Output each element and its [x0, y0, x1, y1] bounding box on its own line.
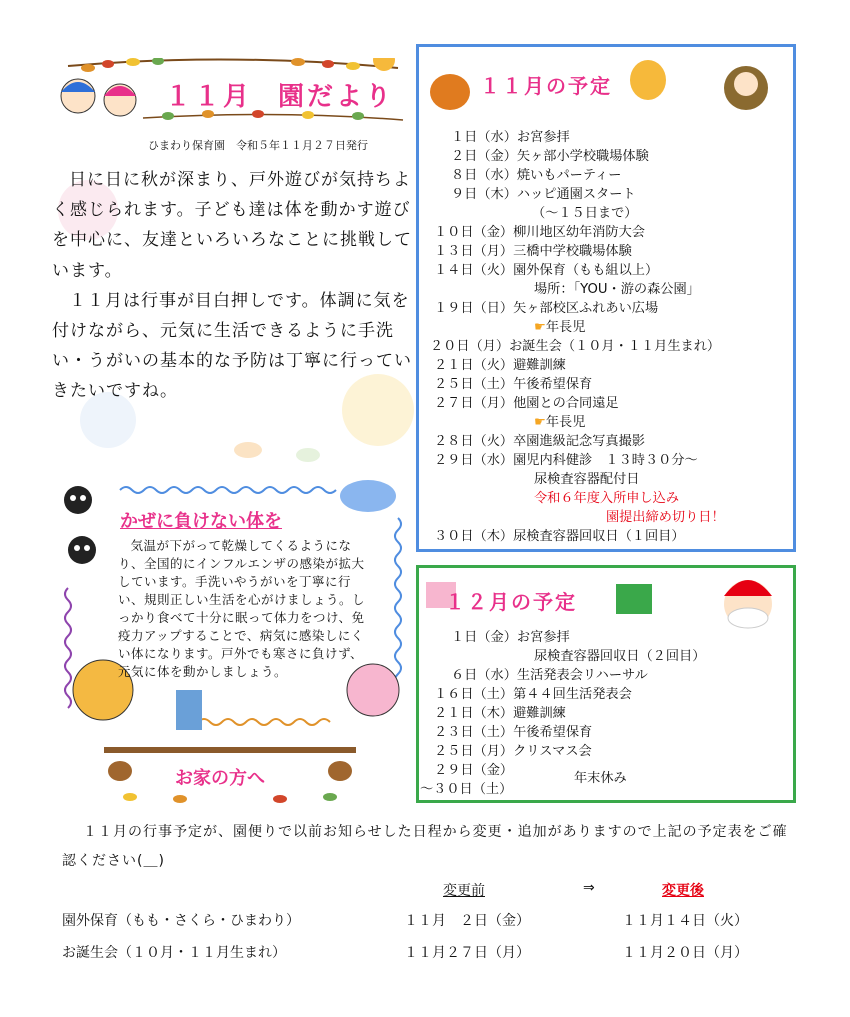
schedule-row: ～３０日（土）: [420, 782, 513, 797]
change-notice-text: １１月の行事予定が、園便りで以前お知らせした日程から変更・追加がありますので上記の予定表をご確認ください(＿): [62, 824, 788, 869]
schedule-row: ９日（木）ハッピ通園スタート: [451, 187, 636, 202]
schedule-row-highlight: 園提出締め切り日！: [606, 510, 725, 525]
newsletter-title: [165, 76, 394, 113]
schedule-row-highlight: 令和６年度入所申し込み: [534, 491, 680, 506]
issuer-line: ひまわり保育園 令和５年１１月２７日発行: [148, 139, 368, 152]
schedule-row: １９日（日）矢ヶ部校区ふれあい広場: [434, 301, 659, 316]
december-heading: １２月の予定: [445, 590, 577, 614]
schedule-row: １０日（金）柳川地区幼年消防大会: [434, 225, 645, 240]
schedule-row: ２７日（月）他園との合同遠足: [434, 396, 619, 411]
arrow-icon: ⇒: [583, 880, 595, 896]
schedule-row: 場所：「YOU・游の森公園」: [534, 282, 700, 297]
change-before: １１月２７日（月）: [404, 945, 530, 961]
schedule-row: 尿検査容器配付日: [534, 472, 640, 487]
schedule-row: ２９日（水）園児内科健診 １３時３０分～: [434, 453, 698, 468]
schedule-row: ２０日（月）お誕生会（１０月・１１月生まれ）: [430, 339, 721, 354]
change-after: １１月１４日（火）: [622, 913, 748, 929]
schedule-row: ２８日（火）卒園進級記念写真撮影: [434, 434, 645, 449]
schedule-row: （～１５日まで）: [532, 206, 638, 221]
before-label: 変更前: [443, 883, 485, 899]
schedule-row: ８日（水）焼いもパーティー: [451, 168, 622, 183]
schedule-row: [534, 413, 585, 432]
family-title: お家の方へ: [175, 768, 265, 789]
intro-paragraph-1: 日に日に秋が深まり、戸外遊びが気持ちよく感じられます。子ども達は体を動かす遊びを中心に、友達といろいろなことに挑戦しています。: [52, 170, 412, 281]
cold-box-title: かぜに負けない体を: [120, 511, 282, 532]
november-heading: １１月の予定: [480, 74, 612, 98]
change-before: １１月 ２日（金）: [404, 913, 530, 929]
schedule-row: １４日（火）園外保育（もも組以上）: [434, 263, 659, 278]
schedule-row: ２５日（土）午後希望保育: [434, 377, 593, 392]
change-event: 園外保育（もも・さくら・ひまわり）: [62, 913, 300, 929]
title-month: １１月: [165, 82, 253, 112]
intro-paragraph-2: １１月は行事が目白押しです。体調に気を付けながら、元気に生活できるように手洗い・うがいの基本的な予防は丁寧に行っていきたいですね。: [52, 290, 412, 402]
after-label: 変更後: [662, 883, 704, 899]
cold-box-text: [118, 537, 374, 681]
schedule-row: [534, 318, 585, 337]
cold-box-paragraph: 気温が下がって乾燥してくるようになり、全国的にインフルエンザの感染が拡大しています。手洗いやうがいを丁寧に行い、規則正しい生活を心がけましょう。しっかり食べて十分に眠って体力をつけ、免疫力アップすることで、病気に感染しにくい体になります。戸外でも寒さに負けず、元気に体を動かしましょう。: [118, 538, 366, 679]
pointing-hand-icon: ☛: [534, 415, 546, 430]
schedule-note: 年長児: [545, 320, 586, 335]
schedule-row: 年末休み: [574, 771, 627, 786]
change-notice: [62, 818, 802, 876]
change-event: お誕生会（１０月・１１月生まれ）: [62, 945, 286, 961]
intro-text: [52, 165, 414, 407]
schedule-row: ２９日（金）: [434, 763, 514, 778]
schedule-row: １６日（土）第４４回生活発表会: [434, 687, 632, 702]
schedule-row: ２１日（木）避難訓練: [434, 706, 566, 721]
schedule-row: １日（水）お宮参拝: [451, 130, 570, 145]
schedule-row: ２１日（火）避難訓練: [434, 358, 566, 373]
schedule-row: １日（金）お宮参拝: [451, 630, 570, 645]
schedule-row: ２３日（土）午後希望保育: [434, 725, 593, 740]
schedule-row: ２５日（月）クリスマス会: [434, 744, 592, 759]
schedule-note: 年長児: [545, 415, 586, 430]
pointing-hand-icon: ☛: [534, 320, 546, 335]
title-name: 園だより: [278, 82, 395, 112]
schedule-row: ２日（金）矢ヶ部小学校職場体験: [451, 149, 649, 164]
change-after: １１月２０日（月）: [622, 945, 748, 961]
schedule-row: ６日（水）生活発表会リハーサル: [451, 668, 648, 683]
schedule-row: 尿検査容器回収日（２回目）: [534, 649, 706, 664]
schedule-row: １３日（月）三橋中学校職場体験: [434, 244, 632, 259]
schedule-row: ３０日（木）尿検査容器回収日（１回目）: [434, 529, 685, 544]
